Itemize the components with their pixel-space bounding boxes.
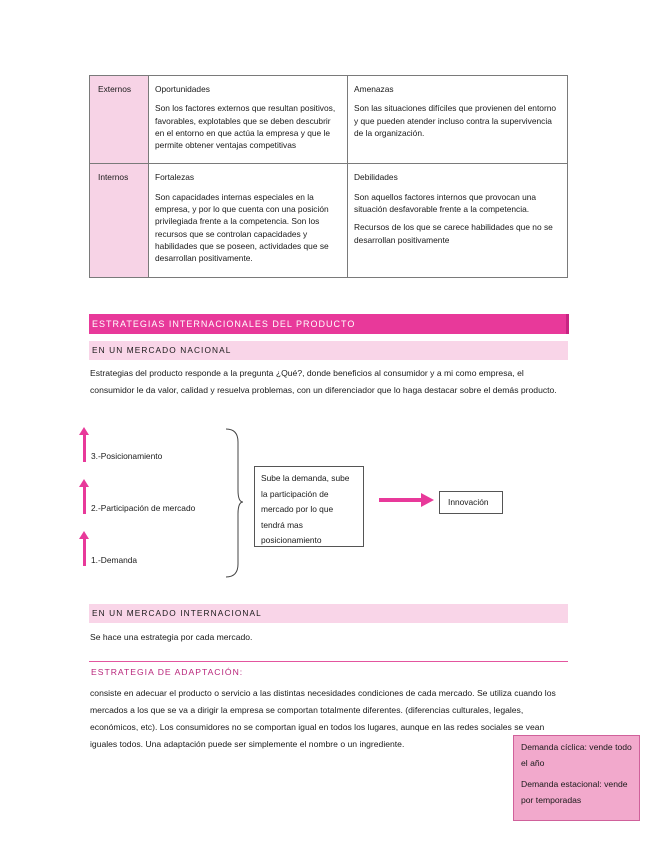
cell-title: Amenazas bbox=[354, 84, 394, 94]
adaptation-strategy-title: ESTRATEGIA DE ADAPTACIÓN: bbox=[91, 667, 244, 677]
diagram-item-positioning: 3.-Posicionamiento bbox=[91, 451, 163, 461]
diagram-item-demand: 1.-Demanda bbox=[91, 555, 138, 565]
result-box: Sube la demanda, sube la participación de mercado por lo que tendrá mas posicionamiento bbox=[254, 466, 364, 547]
national-market-text: Estrategias del producto responde a la pregunta ¿Qué?, donde beneficios al consumidor y a mi como empresa, el consumidor le da valor, calidad y resuelva problemas, con un diferenciador que lo haga destacar sobre el demás producto. bbox=[90, 368, 557, 395]
divider bbox=[89, 661, 568, 662]
strengths-cell bbox=[149, 164, 348, 277]
cell-text: Son capacidades internas especiales en la empresa, y por lo que cuenta con una posición privilegiada frente a la competencia. Son los recursos que se controlan capacidades y habilidades que se poseen, actividades que se desarrollan positivamente. bbox=[155, 191, 329, 264]
cell-text: Son aquellos factores internos que provocan una situación desfavorable frente a la competencia. bbox=[354, 191, 537, 215]
callout-seasonal-demand: Demanda estacional: vende por temporadas bbox=[521, 779, 628, 805]
row-label: Externos bbox=[90, 76, 149, 164]
demand-callout bbox=[513, 735, 640, 821]
swot-table bbox=[89, 75, 568, 278]
national-market-heading: EN UN MERCADO NACIONAL bbox=[89, 341, 568, 360]
cell-title: Debilidades bbox=[354, 172, 398, 183]
row-label: Internos bbox=[90, 164, 149, 277]
section-title-bar: ESTRATEGIAS INTERNACIONALES DEL PRODUCTO bbox=[89, 314, 568, 334]
international-market-text: Se hace una estrategia por cada mercado. bbox=[90, 632, 253, 642]
international-market-heading: EN UN MERCADO INTERNACIONAL bbox=[89, 604, 568, 623]
swot-row-externos bbox=[90, 76, 568, 164]
diagram-item-market-share: 2.-Participación de mercado bbox=[91, 503, 196, 513]
opportunities-cell bbox=[149, 76, 348, 164]
cell-text: Son los factores externos que resultan positivos, favorables, explotables que se deben descubrir en el entorno en que actúa la empresa y que le permite obtener ventajas competitivas bbox=[155, 103, 336, 151]
arrow-up-icon bbox=[83, 538, 86, 566]
callout-cyclic-demand: Demanda cíclica: vende todo el año bbox=[521, 742, 632, 768]
arrow-up-icon bbox=[83, 486, 86, 514]
cell-title: Oportunidades bbox=[155, 84, 210, 94]
arrow-up-icon bbox=[83, 434, 86, 462]
cell-title: Fortalezas bbox=[155, 172, 195, 183]
adaptation-strategy-text: consiste en adecuar el producto o servicio a las distintas necesidades condiciones de cada mercado. Se utiliza cuando los mercados a los que se va a dirigir la empresa se comportan totalmente diferentes. (diferencias culturales, legales, económicos, etc). Los consumidores no se comportan igual en todos los lugares, aunque en las redes sociales se vean iguales todos. Una adaptación puede ser simplemente el nombre o un ingrediente. bbox=[90, 688, 556, 749]
weaknesses-cell bbox=[348, 164, 568, 277]
swot-row-internos bbox=[90, 164, 568, 277]
cell-text-2: Recursos de los que se carece habilidades que no se desarrollan positivamente bbox=[354, 222, 553, 245]
innovation-box: Innovación bbox=[439, 491, 503, 514]
right-arrow-icon bbox=[379, 492, 435, 508]
cell-text: Son las situaciones difíciles que provienen del entorno y que pueden atender incluso contra la supervivencia de la organización. bbox=[354, 103, 557, 138]
curly-brace bbox=[222, 428, 244, 578]
threats-cell bbox=[348, 76, 568, 164]
